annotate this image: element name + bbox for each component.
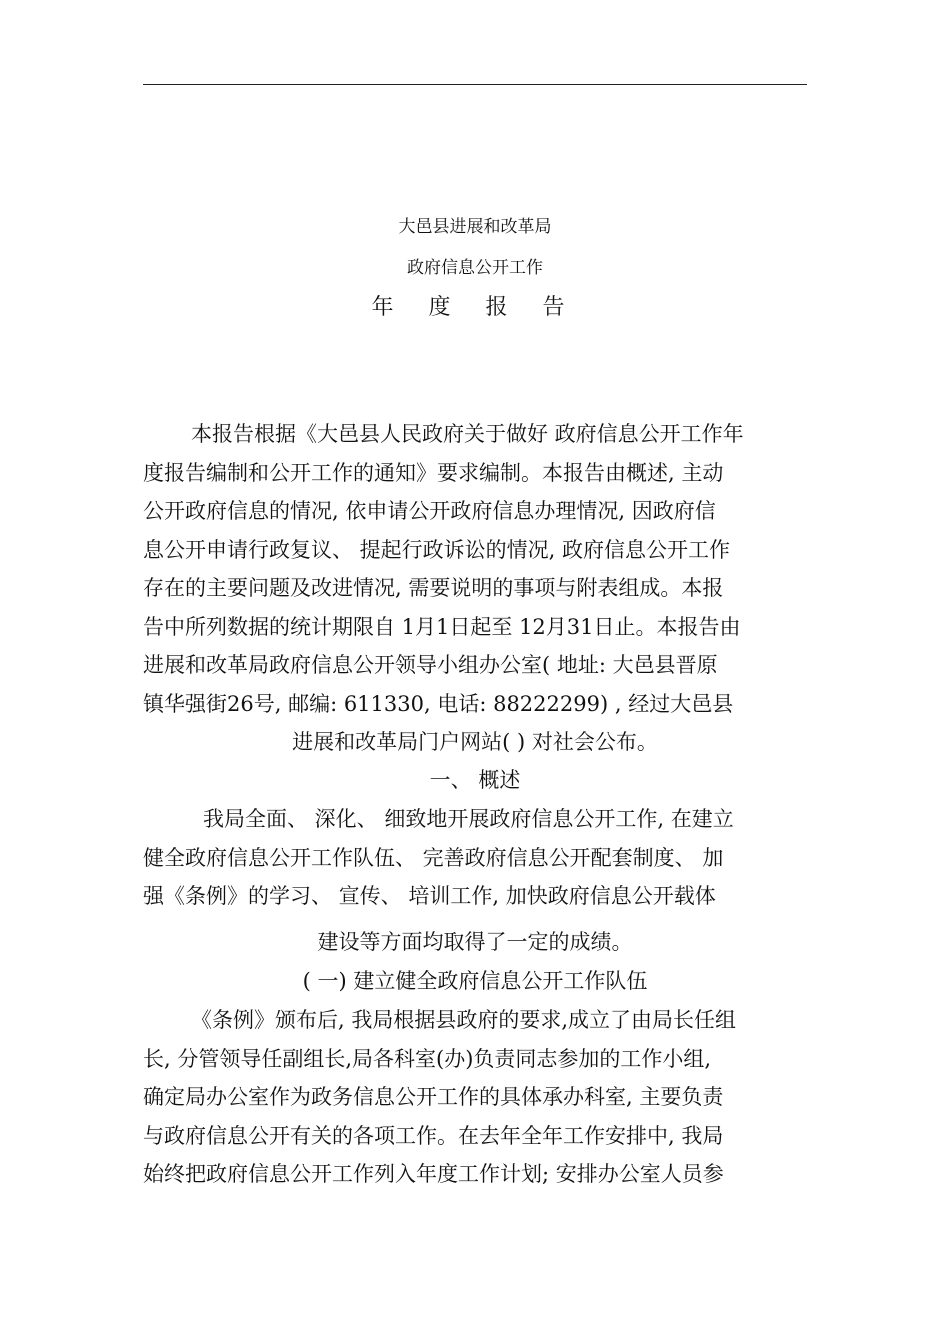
overview-last-line: 建设等方面均取得了一定的成绩。 [317, 930, 633, 954]
overview-paragraph [143, 800, 807, 916]
team-line: 始终把政府信息公开工作列入年度工作计划; 安排办公室人员参 [143, 1162, 724, 1186]
intro-line: 度报告编制和公开工作的通知》要求编制。本报告由概述, 主动 [143, 460, 724, 485]
team-paragraph [143, 1001, 807, 1194]
intro-line: 本报告根据《大邑县人民政府关于做好 政府信息公开工作年 [191, 422, 744, 446]
intro-line: 息公开申请行政复议、 提起行政诉讼的情况, 政府信息公开工作 [143, 537, 731, 562]
overview-line: 健全政府信息公开工作队伍、 完善政府信息公开配套制度、 加 [143, 845, 724, 870]
document-subtitle: 政府信息公开工作 [407, 258, 543, 278]
team-line: 长, 分管领导任副组长,局各科室(办)负责同志参加的工作小组, [143, 1046, 712, 1071]
overview-line: 强《条例》的学习、 宣传、 培训工作, 加快政府信息公开载体 [143, 884, 716, 908]
intro-line: 存在的主要问题及改进情况, 需要说明的事项与附表组成。本报 [143, 576, 724, 600]
intro-paragraph [143, 415, 807, 723]
team-line: 《条例》颁布后, 我局根据县政府的要求,成立了由局长任组 [191, 1008, 737, 1032]
subsection-heading-team: ( 一) 建立健全政府信息公开工作队伍 [302, 969, 648, 993]
intro-line: 公开政府信息的情况, 依申请公开政府信息办理情况, 因政府信 [143, 499, 716, 523]
overview-line: 我局全面、 深化、 细致地开展政府信息公开工作, 在建立 [203, 807, 734, 831]
intro-last-line: 进展和改革局门户网站( ) 对社会公布。 [292, 730, 658, 754]
intro-line: 镇华强街26号, 邮编: 611330, 电话: 88222299) , 经过大邑县 [143, 691, 734, 716]
header-rule [143, 84, 807, 85]
section-heading-overview: 一、 概述 [429, 768, 521, 792]
team-line: 确定局办公室作为政务信息公开工作的具体承办科室, 主要负责 [143, 1085, 724, 1109]
document-org-title: 大邑县进展和改革局 [398, 217, 552, 237]
intro-line: 告中所列数据的统计期限自 1月1日起至 12月31日止。本报告由 [143, 614, 741, 639]
intro-line: 进展和改革局政府信息公开领导小组办公室( 地址: 大邑县晋原 [143, 653, 718, 677]
team-line: 与政府信息公开有关的各项工作。在去年全年工作安排中, 我局 [143, 1123, 724, 1148]
document-title: 年 度 报 告 [371, 295, 579, 320]
